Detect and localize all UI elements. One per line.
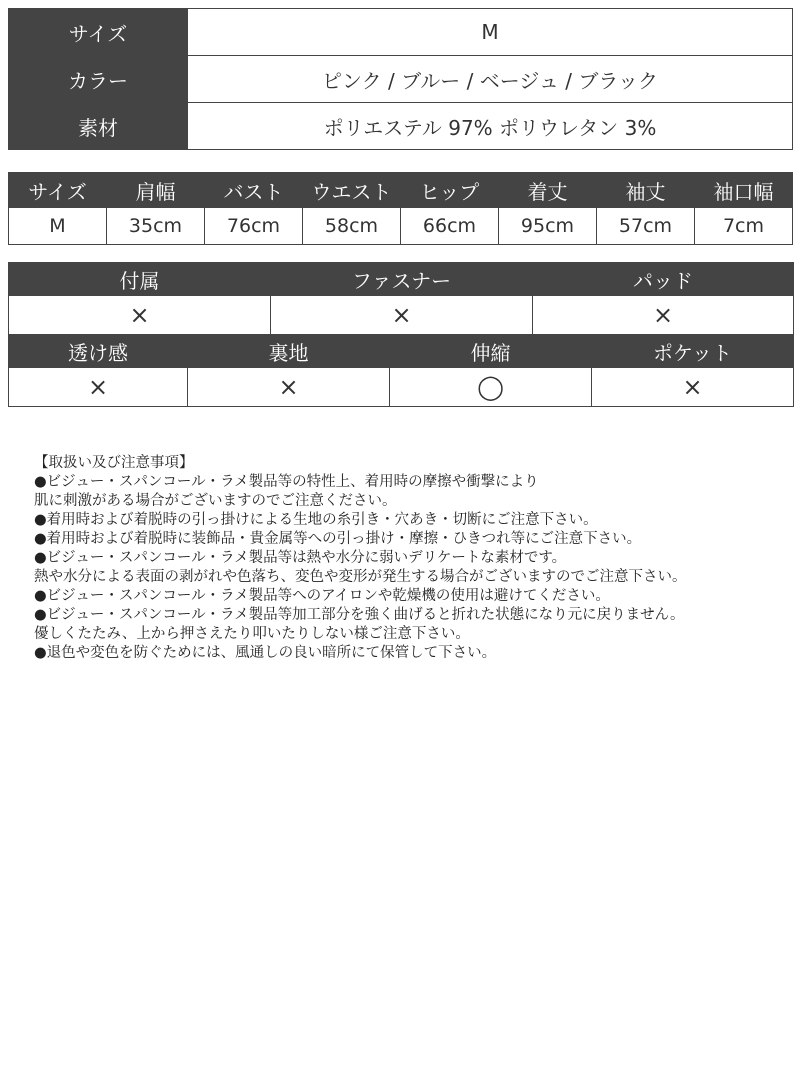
size-value: M	[188, 9, 793, 56]
cuff-width-cell: 7cm	[695, 208, 793, 245]
bust-header: バスト	[205, 173, 303, 208]
sleeve-length-header: 袖丈	[597, 173, 695, 208]
table-row	[9, 56, 793, 103]
note-line: ●着用時および着脱時の引っ掛けによる生地の糸引き・穴あき・切断にご注意下さい。	[34, 512, 598, 528]
stretch-cell: ◯	[390, 368, 592, 407]
note-line: 熱や水分による表面の剥がれや色落ち、変色や変形が発生する場合がございますのでご注意下さい。	[34, 569, 687, 585]
table-row	[9, 103, 793, 150]
pocket-cell: ×	[592, 368, 794, 407]
sheerness-header: 透け感	[9, 335, 188, 368]
shoulder-cell: 35cm	[107, 208, 205, 245]
size-label: サイズ	[9, 9, 188, 56]
size-header: サイズ	[9, 173, 107, 208]
table-header-row	[9, 263, 794, 296]
waist-cell: 58cm	[303, 208, 401, 245]
size-table	[8, 172, 793, 245]
note-line: ●着用時および着脱時に装飾品・貴金属等への引っ掛け・摩擦・ひきつれ等にご注意下さい。	[34, 531, 642, 547]
hip-cell: 66cm	[401, 208, 499, 245]
basic-info-table	[8, 8, 793, 150]
table-header-row	[9, 173, 793, 208]
table-row	[9, 9, 793, 56]
size-cell: M	[9, 208, 107, 245]
features-table-1	[8, 262, 794, 335]
note-line: ●退色や変色を防ぐためには、風通しの良い暗所にて保管して下さい。	[34, 645, 497, 661]
note-line: ●ビジュー・スパンコール・ラメ製品等加工部分を強く曲げると折れた状態になり元に戻りません。	[34, 607, 685, 623]
cuff-width-header: 袖口幅	[695, 173, 793, 208]
zipper-header: ファスナー	[271, 263, 533, 296]
shoulder-header: 肩幅	[107, 173, 205, 208]
hip-header: ヒップ	[401, 173, 499, 208]
accessories-header: 付属	[9, 263, 271, 296]
color-value: ピンク / ブルー / ベージュ / ブラック	[188, 56, 793, 103]
length-cell: 95cm	[499, 208, 597, 245]
table-row	[9, 368, 794, 407]
pad-header: パッド	[533, 263, 794, 296]
note-line: ●ビジュー・スパンコール・ラメ製品等へのアイロンや乾燥機の使用は避けてください。	[34, 588, 610, 604]
lining-cell: ×	[188, 368, 390, 407]
waist-header: ウエスト	[303, 173, 401, 208]
note-line: 肌に刺激がある場合がございますのでご注意ください。	[34, 493, 397, 509]
table-row	[9, 296, 794, 335]
bust-cell: 76cm	[205, 208, 303, 245]
sheerness-cell: ×	[9, 368, 188, 407]
features-table-2	[8, 334, 794, 407]
note-line: ●ビジュー・スパンコール・ラメ製品等は熱や水分に弱いデリケートな素材です。	[34, 550, 567, 566]
note-line: ●ビジュー・スパンコール・ラメ製品等の特性上、着用時の摩擦や衝撃により	[34, 474, 539, 490]
table-header-row	[9, 335, 794, 368]
pad-cell: ×	[533, 296, 794, 335]
care-notes	[34, 454, 774, 663]
material-label: 素材	[9, 103, 188, 150]
zipper-cell: ×	[271, 296, 533, 335]
pocket-header: ポケット	[592, 335, 794, 368]
notes-heading: 【取扱い及び注意事項】	[34, 455, 194, 471]
table-row	[9, 208, 793, 245]
stretch-header: 伸縮	[390, 335, 592, 368]
note-line: 優しくたたみ、上から押さえたり叩いたりしない様ご注意下さい。	[34, 626, 470, 642]
sleeve-length-cell: 57cm	[597, 208, 695, 245]
material-value: ポリエステル 97% ポリウレタン 3%	[188, 103, 793, 150]
color-label: カラー	[9, 56, 188, 103]
length-header: 着丈	[499, 173, 597, 208]
accessories-cell: ×	[9, 296, 271, 335]
lining-header: 裏地	[188, 335, 390, 368]
